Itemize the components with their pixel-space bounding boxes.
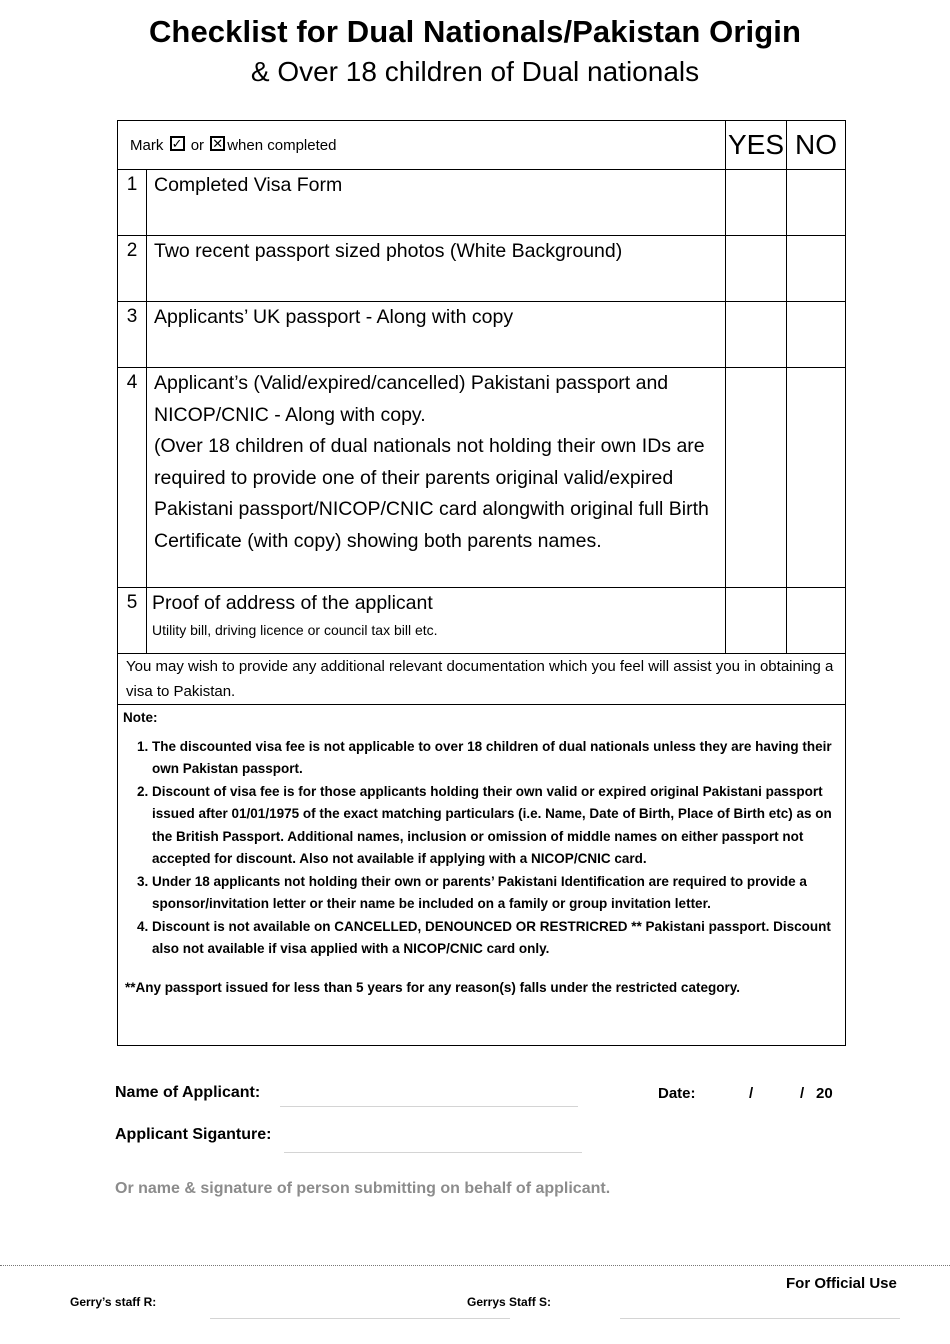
crossed-box-icon: ✕ [210, 136, 225, 151]
divider [0, 1265, 950, 1266]
item-number: 2 [118, 236, 147, 302]
item-number: 1 [118, 170, 147, 236]
staff-s-line[interactable] [620, 1318, 900, 1319]
notes-footnote: **Any passport issued for less than 5 years for any reason(s) falls under the restricted category. [125, 979, 740, 995]
no-checkbox-cell[interactable] [787, 368, 846, 588]
no-checkbox-cell[interactable] [787, 302, 846, 368]
item-text: Two recent passport sized photos (White Background) [147, 236, 726, 302]
note-item: 4. Discount is not available on CANCELLED, DENOUNCED OR RESTRICRED ** Pakistani passport. Discount also not available if visa applied with a NICOP/CNIC card only. [152, 916, 837, 961]
no-header: NO [787, 121, 846, 170]
official-use-label: For Official Use [786, 1275, 897, 1292]
staff-r-line[interactable] [210, 1318, 510, 1319]
mark-prefix: Mark [130, 137, 164, 154]
notes-heading: Note: [123, 710, 158, 725]
item-subtext: Utility bill, driving licence or council tax bill etc. [152, 621, 438, 638]
item-text: Proof of address of the applicant [152, 592, 433, 614]
page-subtitle: & Over 18 children of Dual nationals [250, 56, 700, 87]
table-row [118, 588, 846, 654]
yes-checkbox-cell[interactable] [726, 588, 787, 654]
item-number: 5 [118, 588, 147, 654]
no-checkbox-cell[interactable] [787, 170, 846, 236]
staff-s-label: Gerrys Staff S: [467, 1295, 552, 1309]
item-number: 3 [118, 302, 147, 368]
notes-row [118, 705, 846, 1046]
table-row [118, 170, 846, 236]
signature-label: Applicant Siganture: [115, 1126, 272, 1143]
notes-cell [118, 705, 846, 1046]
behalf-note: Or name & signature of person submitting on behalf of applicant. [115, 1180, 611, 1197]
date-label: Date: [658, 1085, 696, 1102]
date-year: 20 [816, 1085, 833, 1102]
name-input-line[interactable] [280, 1106, 578, 1107]
item-text: Applicants’ UK passport - Along with copy [147, 302, 726, 368]
item-number: 4 [118, 368, 147, 588]
item-text-block [147, 368, 726, 588]
additional-docs-text: You may wish to provide any additional relevant documentation which you feel will assist you in obtaining a visa to Pakistan. [118, 654, 846, 705]
additional-docs-row [118, 654, 846, 705]
table-row [118, 236, 846, 302]
item-text: Completed Visa Form [147, 170, 726, 236]
notes-list [123, 736, 837, 961]
mark-instruction [118, 121, 726, 170]
table-row [118, 368, 846, 588]
date-slash: / [800, 1085, 805, 1102]
note-item: 3. Under 18 applicants not holding their own or parents’ Pakistani Identification are required to provide a sponsor/invitation letter or their name be included on a family or group invitation letter. [152, 871, 837, 916]
table-header-row [118, 121, 846, 170]
no-checkbox-cell[interactable] [787, 236, 846, 302]
mark-suffix: when completed [227, 137, 337, 154]
yes-checkbox-cell[interactable] [726, 236, 787, 302]
checked-box-icon: ✓ [170, 136, 185, 151]
item-text: Applicant’s (Valid/expired/cancelled) Pakistani passport and NICOP/CNIC - Along with copy. [154, 372, 669, 426]
yes-checkbox-cell[interactable] [726, 170, 787, 236]
item-text-block [147, 588, 726, 654]
table-row [118, 302, 846, 368]
yes-checkbox-cell[interactable] [726, 302, 787, 368]
item-text-detail: (Over 18 children of dual nationals not holding their own IDs are required to provide one of their parents original valid/expired Pakistani passport/NICOP/CNIC card alongwith original full Birth Certificate (with copy) showing both parents names. [154, 435, 709, 552]
date-slash: / [749, 1085, 754, 1102]
note-item: 2. Discount of visa fee is for those applicants holding their own valid or expired original Pakistani passport issued after 01/01/1975 of the exact matching particulars (i.e. Name, Date of Birth, Place of Birth etc) as on the British Passport. Additional names, inclusion or omission of middle names on either passport not accepted for discount. Also not available if applying with a NICOP/CNIC card. [152, 781, 837, 871]
checklist-table [117, 120, 846, 1046]
page-title: Checklist for Dual Nationals/Pakistan Origin [148, 14, 802, 49]
name-label: Name of Applicant: [115, 1084, 261, 1101]
signature-input-line[interactable] [284, 1152, 582, 1153]
yes-header: YES [726, 121, 787, 170]
mark-or: or [190, 137, 205, 154]
yes-checkbox-cell[interactable] [726, 368, 787, 588]
staff-r-label: Gerry’s staff R: [70, 1295, 157, 1309]
note-item: 1. The discounted visa fee is not applicable to over 18 children of dual nationals unless they are having their own Pakistan passport. [152, 736, 837, 781]
no-checkbox-cell[interactable] [787, 588, 846, 654]
